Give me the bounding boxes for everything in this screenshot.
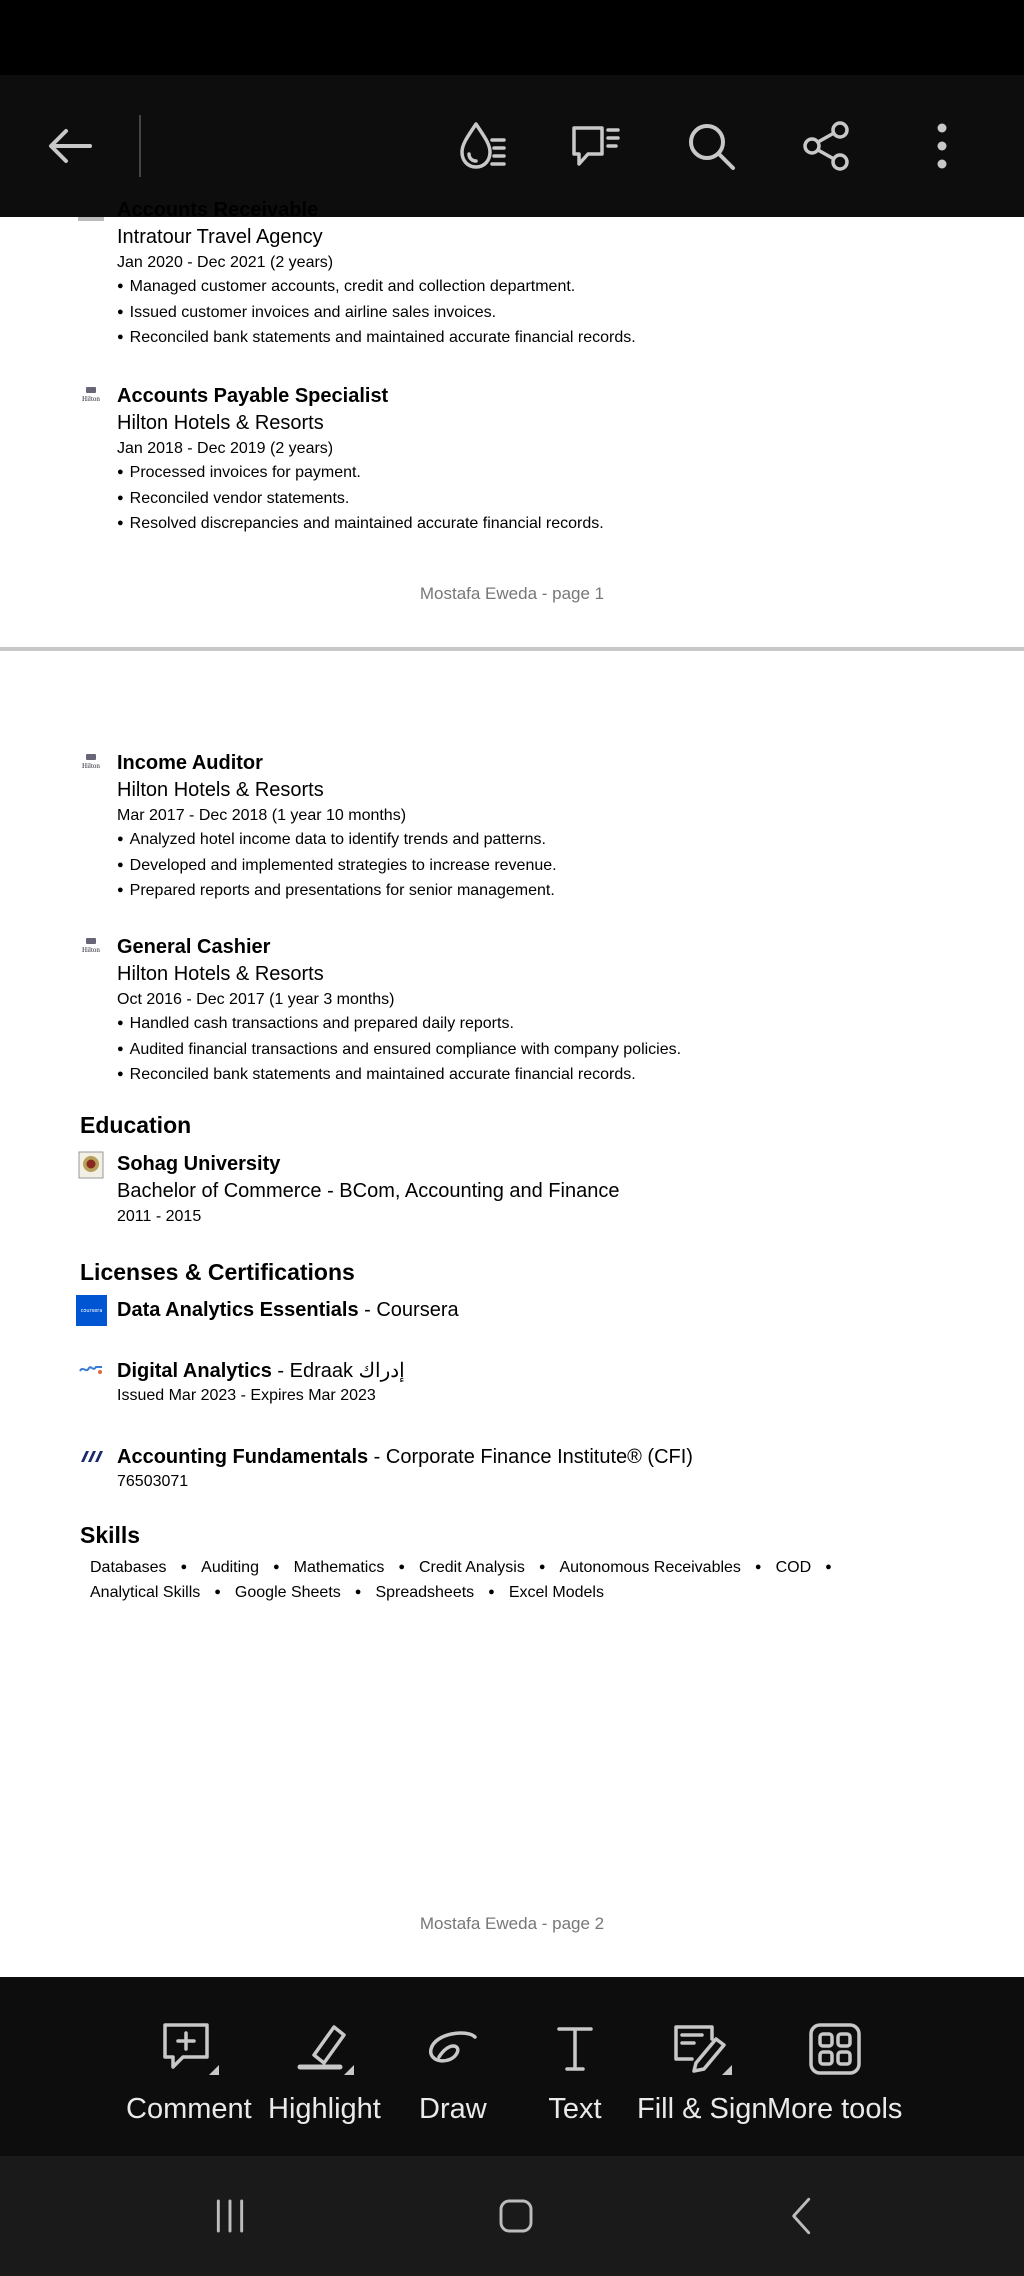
skill-item: Databases <box>90 1559 167 1576</box>
job-bullet: ● Handled cash transactions and prepared daily reports. <box>117 1012 977 1038</box>
section-heading-education: Education <box>80 1112 192 1138</box>
certification-id: 76503071 <box>117 1473 189 1490</box>
skill-item: Auditing <box>201 1559 259 1576</box>
hilton-logo <box>78 386 104 406</box>
certification-name: Accounting Fundamentals <box>117 1446 369 1468</box>
top-toolbar <box>0 75 1024 217</box>
text-tool-button[interactable] <box>543 2017 607 2126</box>
svg-text:Hilton: Hilton <box>82 395 100 403</box>
more-tools-label: More tools <box>767 2093 903 2125</box>
page-footer: Mostafa Eweda - page 2 <box>419 1914 605 1933</box>
fill-sign-tool-button[interactable] <box>637 2017 768 2126</box>
job-bullet: ● Prepared reports and presentations for senior management. <box>117 879 977 905</box>
svg-text:Hilton: Hilton <box>82 762 100 770</box>
certification-name: Data Analytics Essentials <box>117 1299 359 1321</box>
job-bullet: ● Reconciled vendor statements. <box>117 487 977 513</box>
job-dates: Mar 2017 - Dec 2018 (1 year 10 months) <box>117 807 407 824</box>
job-bullet: ● Analyzed hotel income data to identify trends and patterns. <box>117 828 977 854</box>
comment-tool-button[interactable] <box>126 2017 252 2126</box>
job-company: Hilton Hotels & Resorts <box>117 779 324 801</box>
job-dates: Oct 2016 - Dec 2017 (1 year 3 months) <box>117 991 395 1008</box>
skill-item: Analytical Skills <box>90 1584 201 1601</box>
draw-tool-button[interactable] <box>419 2017 487 2126</box>
text-t-icon <box>543 2017 607 2081</box>
skills-list: Databases ● Auditing ● Mathematics ● Credit Analysis ● Autonomous Receivables ● COD ● Analytical Skills ● Google Sheets ● Spreadsheets ● Excel Models <box>90 1559 832 1601</box>
skill-item: Credit Analysis <box>419 1559 525 1576</box>
page-separator <box>0 647 1024 651</box>
job-company: Hilton Hotels & Resorts <box>117 412 324 434</box>
degree: Bachelor of Commerce - BCom, Accounting and Finance <box>117 1180 620 1202</box>
home-icon[interactable] <box>481 2186 551 2246</box>
back-arrow-icon[interactable] <box>34 110 106 182</box>
job-title: Income Auditor <box>117 752 263 774</box>
system-navigation-bar <box>0 2156 1024 2276</box>
company-logo <box>78 217 104 237</box>
cfi-logo <box>78 1448 104 1468</box>
highlight-label: Highlight <box>268 2093 381 2125</box>
job-bullet: ● Reconciled bank statements and maintained accurate financial records. <box>117 326 977 352</box>
certification-issuer: - Edraak إدراك <box>271 1360 405 1382</box>
highlighter-icon <box>292 2017 356 2081</box>
certification-name: Digital Analytics <box>117 1360 272 1382</box>
skill-item: Mathematics <box>293 1559 385 1576</box>
job-bullet: ● Reconciled bank statements and maintained accurate financial records. <box>117 1063 977 1089</box>
text-label: Text <box>548 2093 602 2125</box>
back-icon[interactable] <box>767 2186 837 2246</box>
skill-item: Spreadsheets <box>375 1584 475 1601</box>
certification-issuer: - Coursera <box>358 1299 459 1321</box>
certification-validity: Issued Mar 2023 - Expires Mar 2023 <box>117 1387 376 1404</box>
liquid-mode-icon[interactable] <box>446 110 518 182</box>
section-heading-skills: Skills <box>80 1522 141 1548</box>
job-company: Hilton Hotels & Resorts <box>117 963 324 985</box>
education-years: 2011 - 2015 <box>117 1208 202 1225</box>
grid-icon <box>803 2017 867 2081</box>
university-logo <box>78 1151 104 1179</box>
search-icon[interactable] <box>675 110 747 182</box>
job-bullet: ● Audited financial transactions and ensured compliance with company policies. <box>117 1038 977 1064</box>
job-bullet: ● Issued customer invoices and airline sales invoices. <box>117 301 977 327</box>
job-bullet: ● Resolved discrepancies and maintained accurate financial records. <box>117 512 977 538</box>
skill-item: Google Sheets <box>234 1584 341 1601</box>
job-dates: Jan 2018 - Dec 2019 (2 years) <box>117 440 334 457</box>
draw-squiggle-icon <box>421 2017 485 2081</box>
status-bar <box>0 0 1024 75</box>
job-title: General Cashier <box>117 936 271 958</box>
recent-apps-icon[interactable] <box>195 2186 265 2246</box>
more-tools-button[interactable] <box>767 2017 902 2126</box>
school-name: Sohag University <box>117 1153 281 1175</box>
skill-item: Autonomous Receivables <box>559 1559 741 1576</box>
coursera-logo: coursera <box>76 1295 107 1326</box>
svg-text:Hilton: Hilton <box>82 946 100 954</box>
job-bullet: ● Managed customer accounts, credit and collection department. <box>117 275 977 301</box>
skill-item: COD <box>775 1559 812 1576</box>
bottom-toolbar <box>0 1977 1024 2156</box>
job-title: Accounts Payable Specialist <box>117 385 389 407</box>
skill-item: Excel Models <box>508 1584 604 1601</box>
draw-label: Draw <box>419 2093 487 2125</box>
share-icon[interactable] <box>790 110 862 182</box>
toolbar-divider <box>139 115 141 177</box>
certification-issuer: - Corporate Finance Institute® (CFI) <box>368 1446 693 1468</box>
edraak-logo <box>78 1362 104 1382</box>
fill-sign-label: Fill & Sign <box>637 2093 768 2125</box>
document-view[interactable] <box>0 199 1024 1977</box>
job-company: Intratour Travel Agency <box>117 226 323 248</box>
comment-add-icon <box>157 2017 221 2081</box>
section-heading-licenses: Licenses & Certifications <box>80 1259 355 1285</box>
job-dates: Jan 2020 - Dec 2021 (2 years) <box>117 254 334 271</box>
job-bullet: ● Developed and implemented strategies to increase revenue. <box>117 854 977 880</box>
comments-list-icon[interactable] <box>560 110 632 182</box>
page-footer: Mostafa Eweda - page 1 <box>419 584 605 603</box>
job-bullet: ● Processed invoices for payment. <box>117 461 977 487</box>
highlight-tool-button[interactable] <box>268 2017 381 2126</box>
hilton-logo <box>78 753 104 773</box>
comment-label: Comment <box>126 2093 252 2125</box>
job-title-partial: Accounts Receivable <box>117 199 319 221</box>
more-vertical-icon[interactable] <box>906 110 978 182</box>
fill-sign-icon <box>670 2017 734 2081</box>
hilton-logo <box>78 937 104 957</box>
